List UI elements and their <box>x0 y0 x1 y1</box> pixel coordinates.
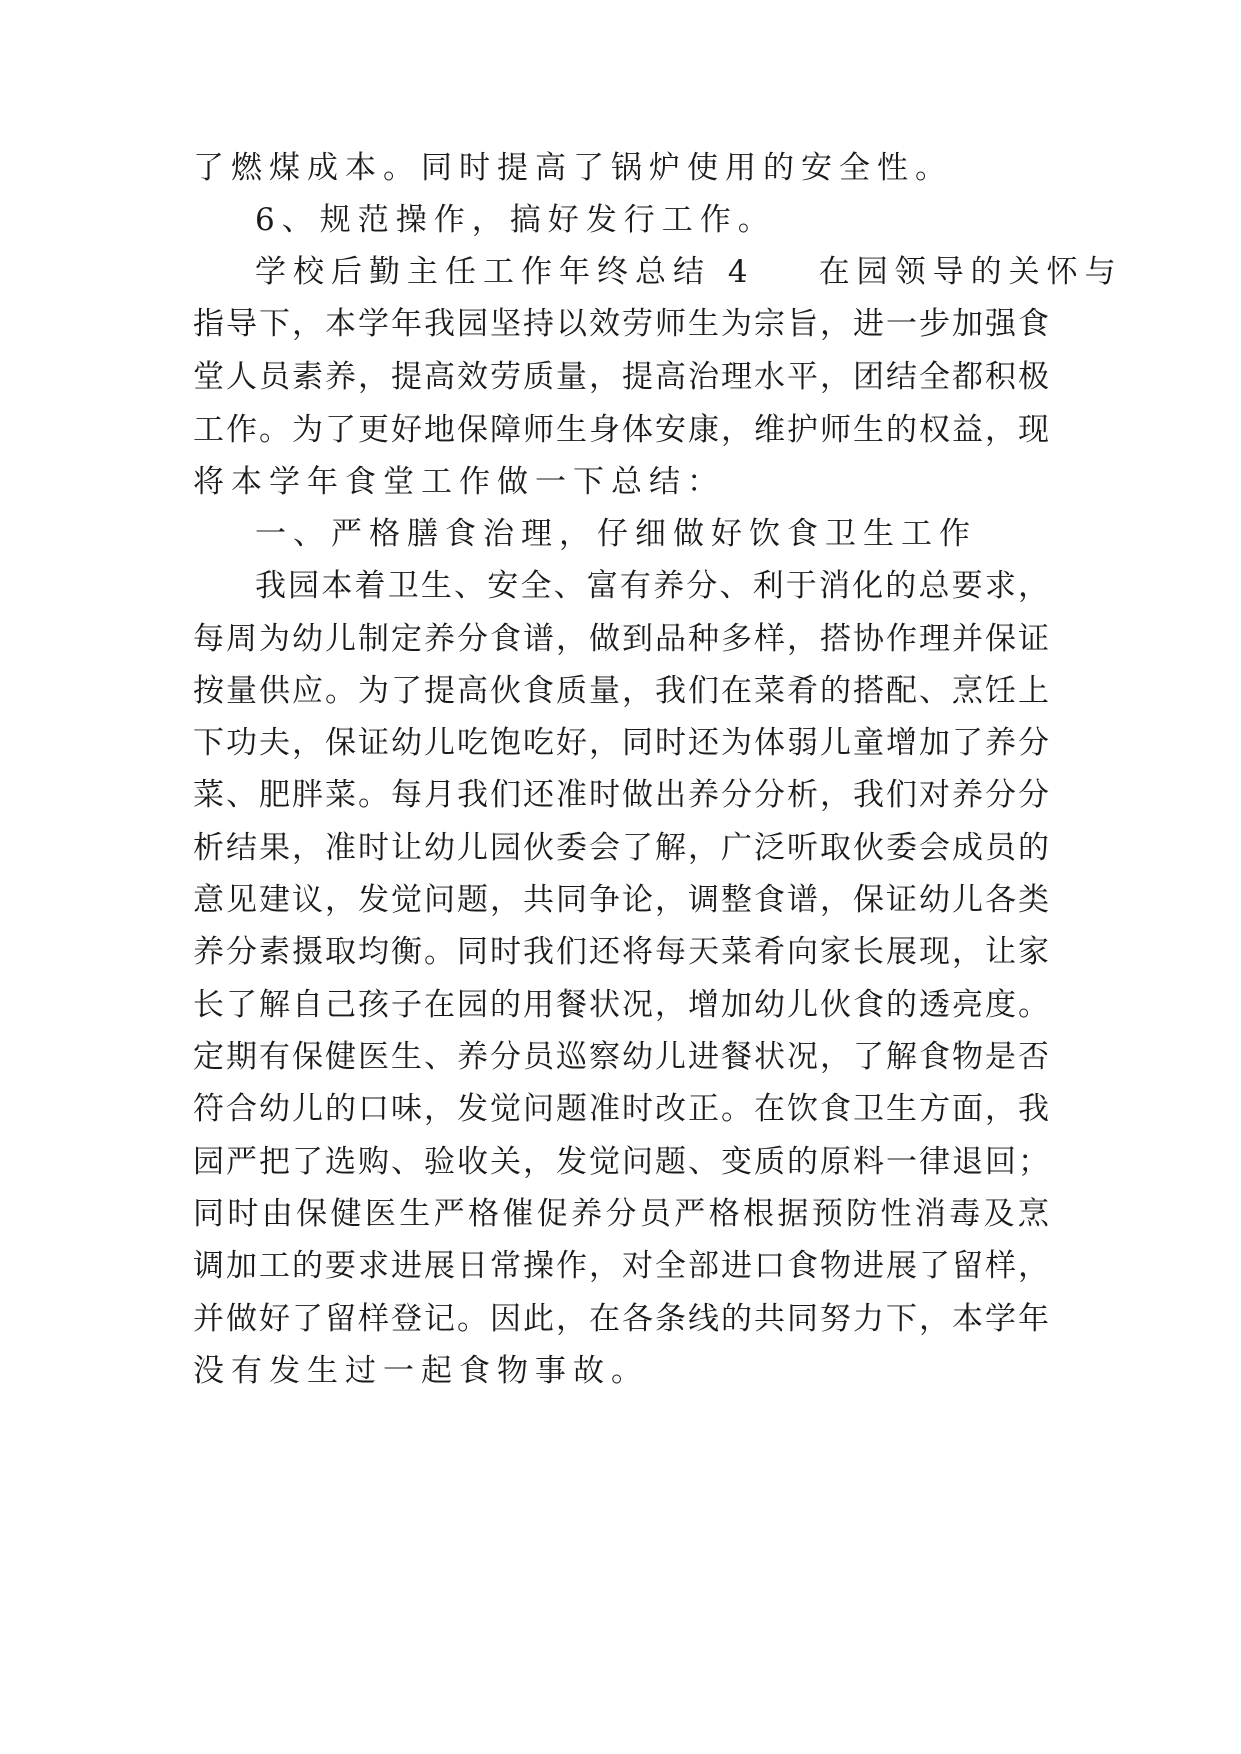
paragraph-line: 了燃煤成本。同时提高了锅炉使用的安全性。 <box>193 150 953 186</box>
paragraph-line: 没有发生过一起食物事故。 <box>193 1353 649 1389</box>
paragraph-line: 园严把了选购、验收关，发觉问题、变质的原料一律退回； <box>193 1144 1049 1180</box>
section-title: 一、严格膳食治理，仔细做好饮食卫生工作 <box>255 516 977 552</box>
paragraph-line: 长了解自己孩子在园的用餐状况，增加幼儿伙食的透亮度。 <box>193 987 1049 1023</box>
paragraph-line: 菜、肥胖菜。每月我们还准时做出养分分析，我们对养分分 <box>193 777 1049 813</box>
paragraph-line: 调加工的要求进展日常操作，对全部进口食物进展了留样， <box>193 1248 1049 1284</box>
paragraph-line: 指导下，本学年我园坚持以效劳师生为宗旨，进一步加强食 <box>193 306 1049 342</box>
paragraph-line: 堂人员素养，提高效劳质量，提高治理水平，团结全都积极 <box>193 359 1049 395</box>
paragraph-line: 我园本着卫生、安全、富有养分、利于消化的总要求， <box>255 568 1049 604</box>
paragraph-line: 意见建议，发觉问题，共同争论，调整食谱，保证幼儿各类 <box>193 882 1049 918</box>
paragraph-text: 在园领导的关怀与 <box>818 254 1123 290</box>
paragraph-line: 将本学年食堂工作做一下总结： <box>193 464 725 500</box>
paragraph-line: 定期有保健医生、养分员巡察幼儿进餐状况，了解食物是否 <box>193 1039 1049 1075</box>
heading-line <box>255 244 1123 300</box>
paragraph-line: 按量供应。为了提高伙食质量，我们在菜肴的搭配、烹饪上 <box>193 673 1049 709</box>
section-heading: 学校后勤主任工作年终总结 4 <box>255 254 755 290</box>
paragraph-line: 每周为幼儿制定养分食谱，做到品种多样，搭协作理并保证 <box>193 621 1049 657</box>
paragraph-line: 析结果，准时让幼儿园伙委会了解，广泛听取伙委会成员的 <box>193 830 1049 866</box>
paragraph-line: 6、规范操作，搞好发行工作。 <box>255 202 776 238</box>
paragraph-line: 下功夫，保证幼儿吃饱吃好，同时还为体弱儿童增加了养分 <box>193 725 1049 761</box>
paragraph-line: 符合幼儿的口味，发觉问题准时改正。在饮食卫生方面，我 <box>193 1091 1049 1127</box>
paragraph-line: 养分素摄取均衡。同时我们还将每天菜肴向家长展现，让家 <box>193 934 1049 970</box>
paragraph-line: 并做好了留样登记。因此，在各条线的共同努力下，本学年 <box>193 1301 1049 1337</box>
paragraph-line: 同时由保健医生严格催促养分员严格根据预防性消毒及烹 <box>193 1196 1049 1232</box>
paragraph-line: 工作。为了更好地保障师生身体安康，维护师生的权益，现 <box>193 412 1049 448</box>
